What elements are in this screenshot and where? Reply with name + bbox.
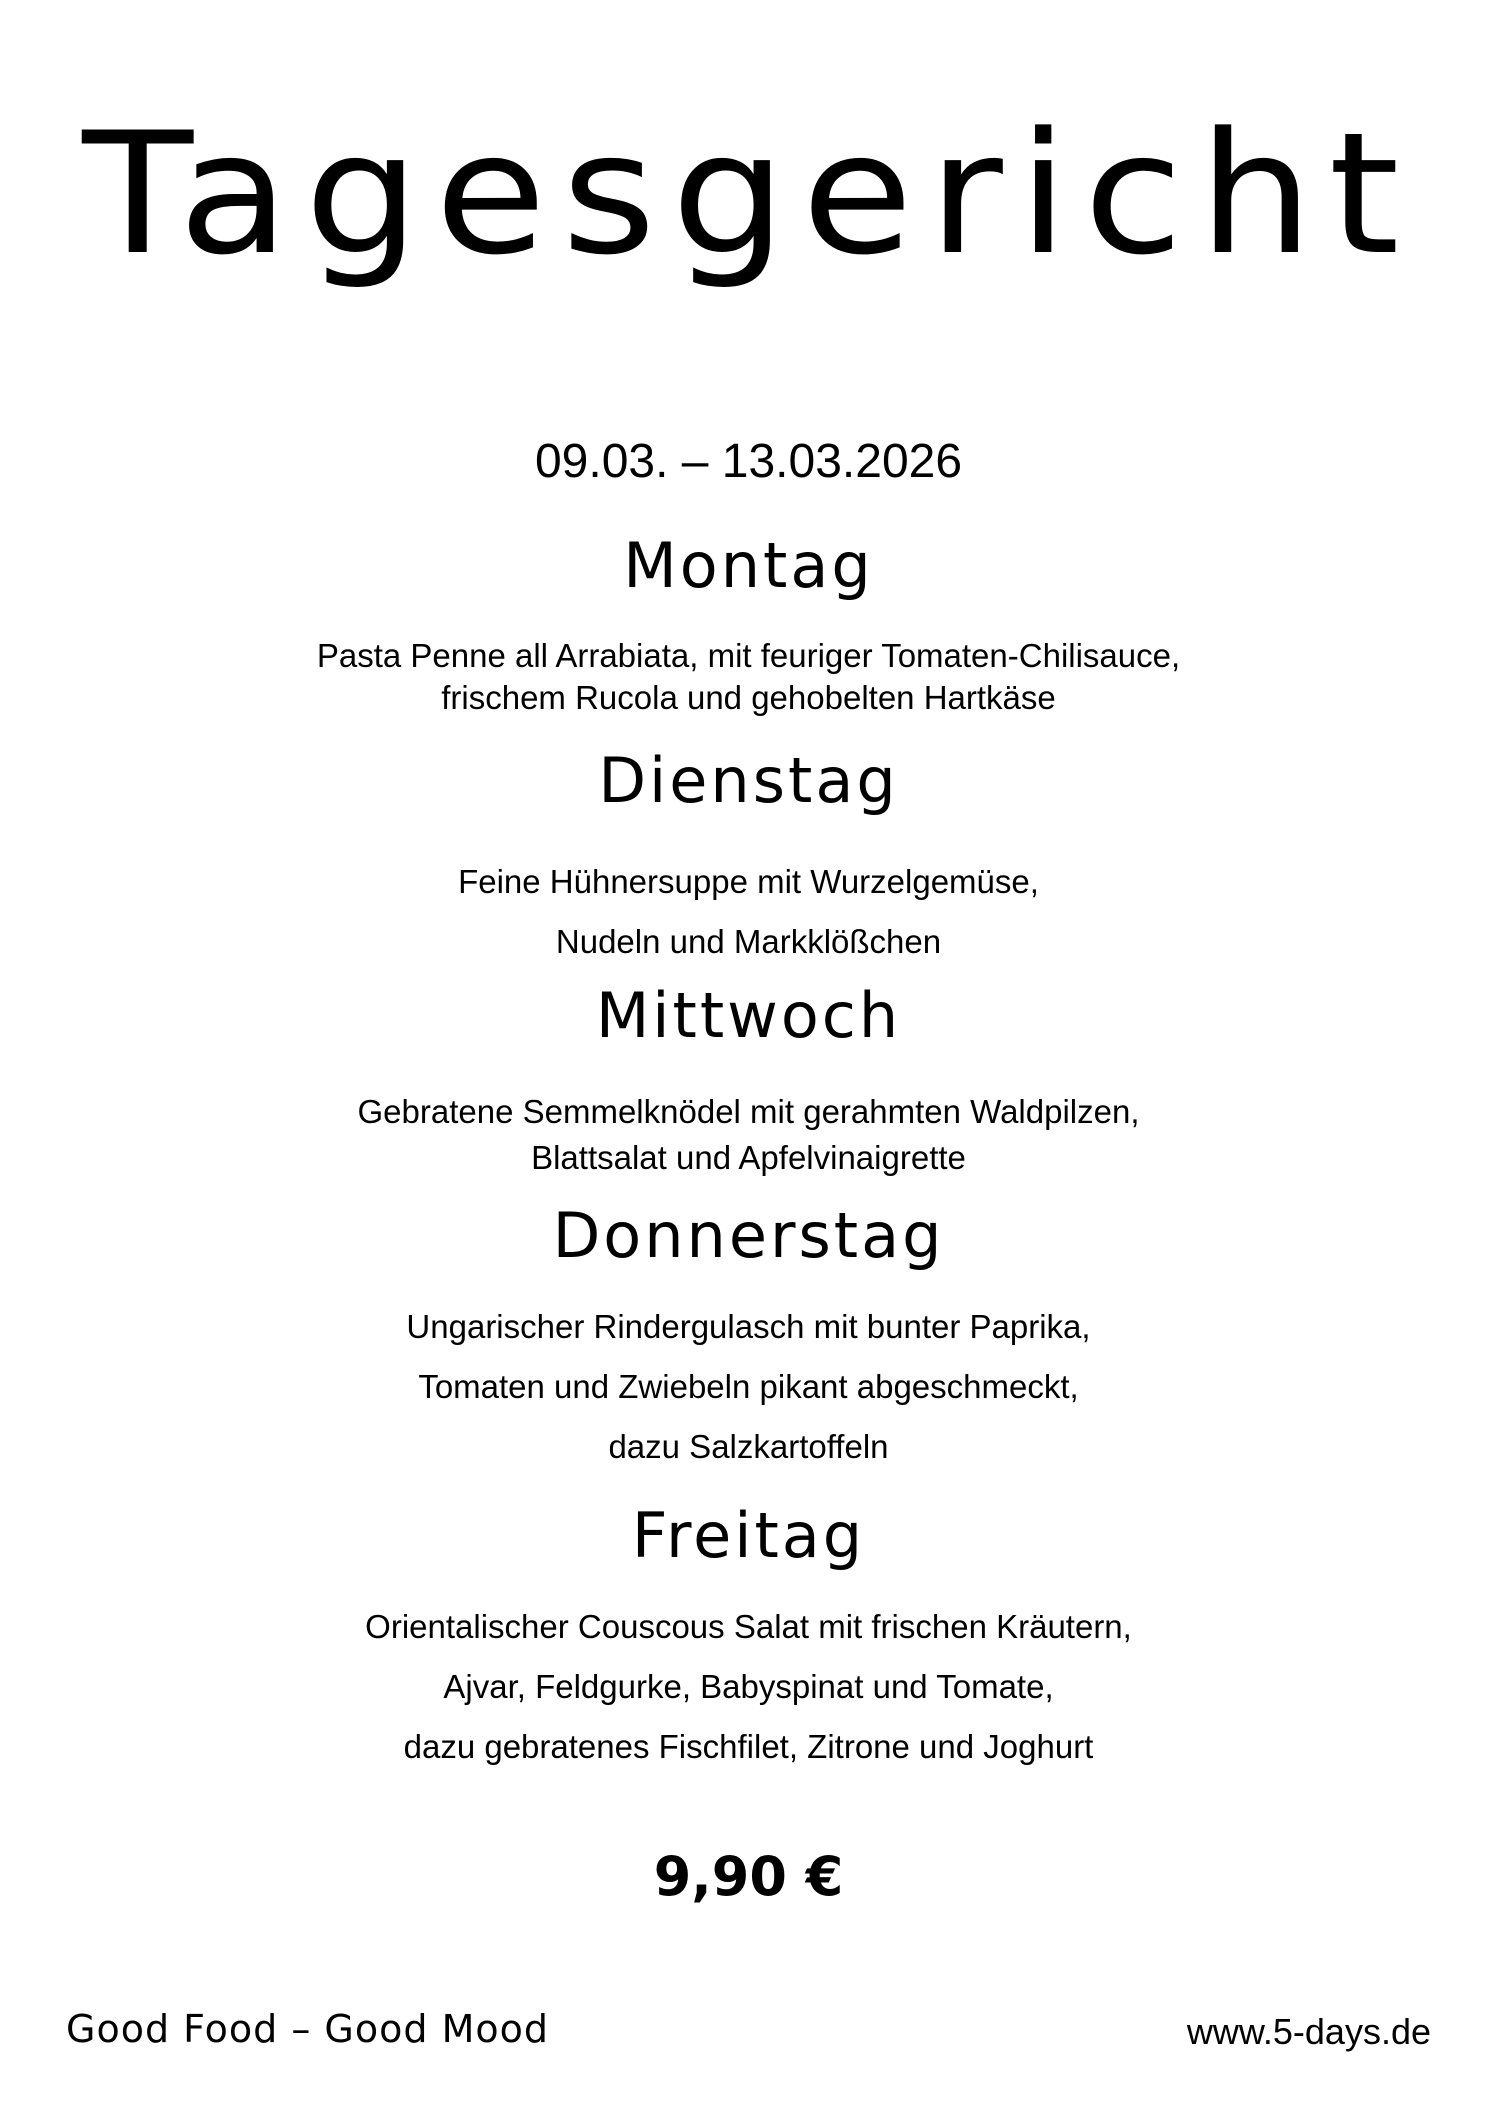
dish-line: Ungarischer Rindergulasch mit bunter Paprika, [406,1308,1091,1345]
dish-description [0,1089,1497,1181]
day-wednesday [0,979,1497,1181]
page-title: Tagesgericht [82,96,1415,292]
dish-line: dazu Salzkartoffeln [608,1428,889,1465]
dish-description [0,1597,1497,1777]
dish-line: Feine Hühnersuppe mit Wurzelgemüse, [458,863,1039,900]
day-name: Donnerstag [552,1199,945,1272]
day-name: Dienstag [598,744,899,817]
day-name: Freitag [631,1499,866,1572]
dish-line: Pasta Penne all Arrabiata, mit feuriger Tomaten-Chilisauce, [316,637,1181,674]
dish-line: Nudeln und Markklößchen [555,923,942,960]
dish-line: Orientalischer Couscous Salat mit frischen Kräutern, [365,1608,1132,1645]
dish-description [0,1297,1497,1477]
day-name: Montag [623,529,874,602]
dish-line: Tomaten und Zwiebeln pikant abgeschmeckt, [418,1368,1079,1405]
price: 9,90 € [653,1845,844,1908]
dish-line: Blattsalat und Apfelvinaigrette [531,1139,966,1176]
dish-line: frischem Rucola und gehobelten Hartkäse [441,679,1056,716]
day-monday [0,529,1497,719]
day-thursday [0,1199,1497,1477]
date-range: 09.03. – 13.03.2026 [534,435,963,488]
day-name: Mittwoch [595,979,902,1052]
day-friday [0,1499,1497,1777]
footer-url: www.5-days.de [1186,2011,1431,2052]
dish-description [0,635,1497,719]
dish-line: Gebratene Semmelknödel mit gerahmten Waldpilzen, [357,1093,1140,1130]
day-tuesday [0,744,1497,972]
dish-description [0,852,1497,972]
dish-line: dazu gebratenes Fischfilet, Zitrone und Joghurt [403,1728,1094,1765]
footer-slogan: Good Food – Good Mood [66,2007,549,2051]
dish-line: Ajvar, Feldgurke, Babyspinat und Tomate, [443,1668,1054,1705]
